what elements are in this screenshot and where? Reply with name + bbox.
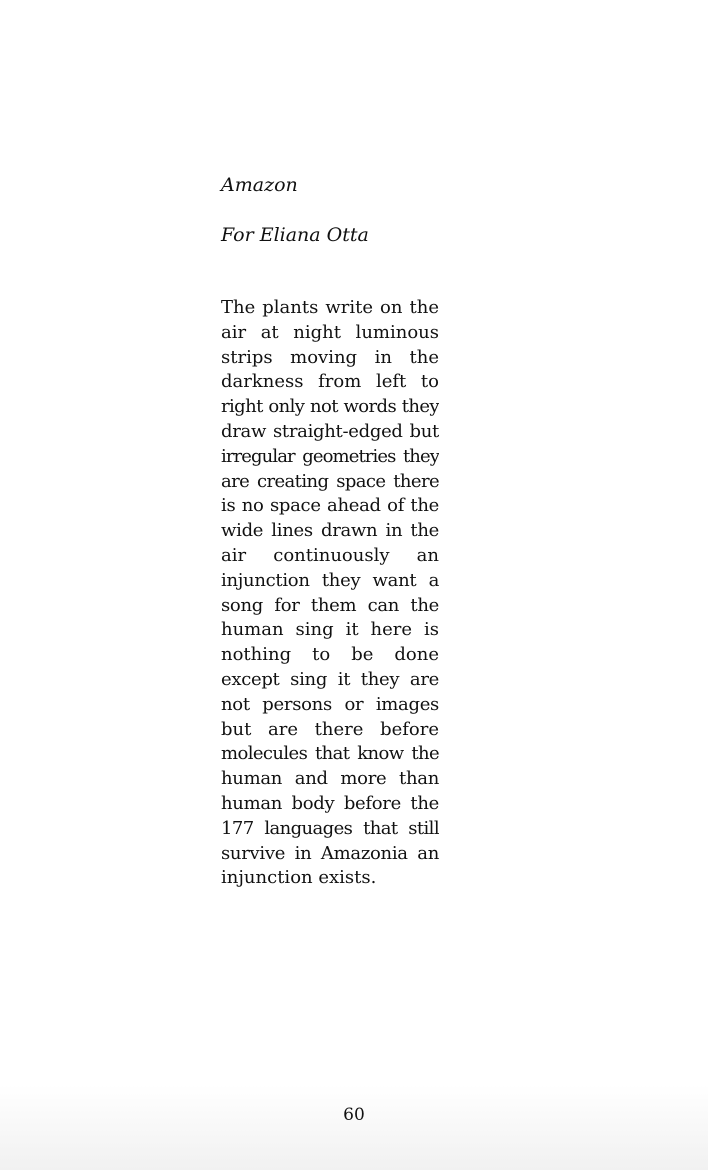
poem-body <box>221 296 439 891</box>
poem-line: nothing to be done <box>221 644 439 666</box>
poem-line: injunction they want a <box>221 569 439 591</box>
poem-line: irregular geometries they <box>221 445 439 467</box>
poem-line: draw straight-edged but <box>221 420 439 442</box>
poem-line: but are there before <box>221 718 439 740</box>
poem-line: darkness from left to <box>221 371 439 393</box>
poem-line: human body before the <box>221 792 439 814</box>
poem-line: wide lines drawn in the <box>221 520 439 542</box>
poem-line: except sing it they are <box>221 668 439 690</box>
poem-title: Amazon <box>221 174 298 196</box>
poem-line: 177 languages that still <box>221 817 439 839</box>
poem-line: human sing it here is <box>221 619 439 641</box>
poem-dedication: For Eliana Otta <box>221 224 369 246</box>
poem-line: survive in Amazonia an <box>221 842 439 864</box>
poem-line: not persons or images <box>221 693 439 715</box>
poem-line: strips moving in the <box>221 346 439 368</box>
poem-line: right only not words they <box>221 396 439 418</box>
poem-line: human and more than <box>221 768 439 790</box>
poem-line: air continuously an <box>221 544 439 566</box>
poem-line: is no space ahead of the <box>221 495 439 517</box>
poem-line: injunction exists. <box>221 867 377 889</box>
poem-line: song for them can the <box>221 594 439 616</box>
page-number: 60 <box>343 1105 365 1125</box>
poem-line: molecules that know the <box>221 743 439 765</box>
poem-line: The plants write on the <box>221 297 439 318</box>
poem-line: air at night luminous <box>221 321 439 343</box>
poem-line: are creating space there <box>221 470 439 492</box>
